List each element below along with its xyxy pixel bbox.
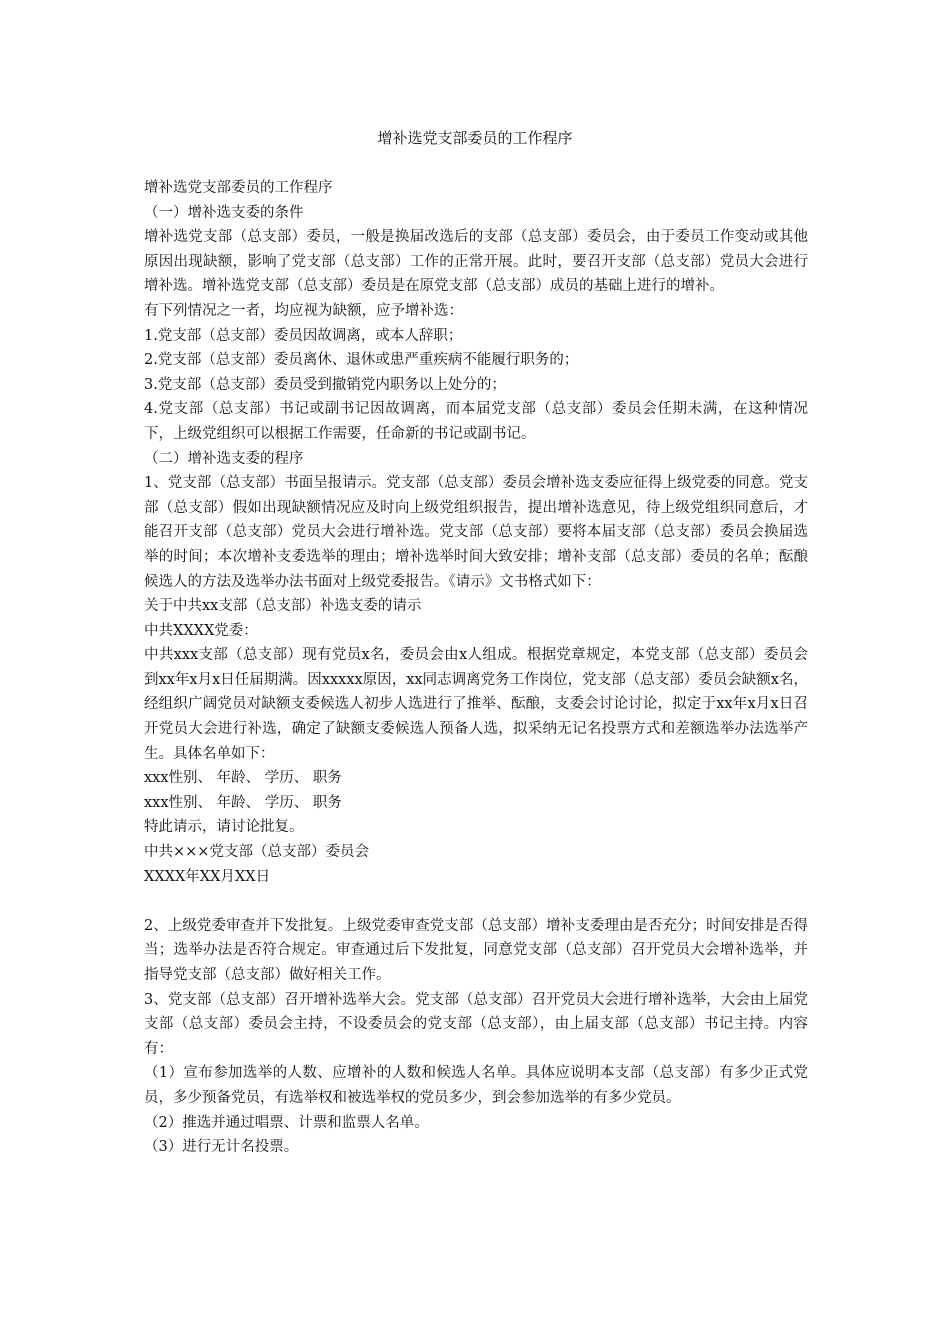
paragraph: xxx性别、 年龄、 学历、 职务 [144, 770, 342, 787]
paragraph: （3）进行无计名投票。 [144, 1139, 299, 1156]
paragraph: 关于中共xx支部（总支部）补选支委的请示 [144, 598, 422, 615]
document-title: 增补选党支部委员的工作程序 [377, 129, 573, 147]
paragraph: 4.党支部（总支部）书记或副书记因故调离，而本届党支部（总支部）委员会任期未满，在这种情况下，上级党组织可以根据工作需要，任命新的书记或副书记。 [144, 401, 808, 442]
paragraph: 有下列情况之一者，均应视为缺额，应予增补选： [144, 302, 463, 319]
paragraph: 中共xxx支部（总支部）现有党员x名，委员会由x人组成。根据党章规定，本党支部（总支部）委员会到xx年x月x日任届期满。因xxxxx原因，xx同志调离党务工作岗位，党支部（总支部）委员会缺额x名，经组织广阔党员对缺额支委候选人初步人选进行了推举、酝酿，支委会讨论讨论，拟定于xx年x月x日召开党员大会进行补选，确定了缺额支委候选人预备人选，拟采纳无记名投票方式和差额选举办法选举产生。具体名单如下： [144, 647, 808, 762]
paragraph: （二）增补选支委的程序 [144, 450, 304, 467]
paragraph: 增补选党支部（总支部）委员，一般是换届改选后的支部（总支部）委员会，由于委员工作变动或其他原因出现缺额，影响了党支部（总支部）工作的正常开展。此时，要召开支部（总支部）党员大会进行增补选。增补选党支部（总支部）委员是在原党支部（总支部）成员的基础上进行的增补。 [144, 229, 808, 295]
paragraph: 3、党支部（总支部）召开增补选举大会。党支部（总支部）召开党员大会进行增补选举，大会由上届党支部（总支部）委员会主持，不设委员会的党支部（总支部），由上届支部（总支部）书记主持。内容有： [144, 991, 808, 1057]
paragraph: 增补选党支部委员的工作程序 [144, 180, 333, 196]
paragraph: 1.党支部（总支部）委员因故调离，或本人辞职； [144, 327, 463, 344]
blank-line [144, 889, 808, 914]
paragraph: 3.党支部（总支部）委员受到撤销党内职务以上处分的； [144, 376, 506, 393]
paragraph: 特此请示，请讨论批复。 [144, 819, 304, 836]
paragraph: （一）增补选支委的条件 [144, 204, 304, 221]
document-body [144, 176, 808, 1160]
paragraph: 1、党支部（总支部）书面呈报请示。党支部（总支部）委员会增补选支委应征得上级党委的同意。党支部（总支部）假如出现缺额情况应及时向上级党组织报告，提出增补选意见，待上级党组织同意后，才能召开支部（总支部）党员大会进行增补选。党支部（总支部）要将本届支部（总支部）委员会换届选举的时间；本次增补支委选举的理由；增补选举时间大致安排；增补支部（总支部）委员的名单；酝酿候选人的方法及选举办法书面对上级党委报告。《请示》文书格式如下： [144, 475, 808, 590]
paragraph: 中共XXXX党委： [144, 622, 258, 639]
paragraph: 2.党支部（总支部）委员离休、退休或患严重疾病不能履行职务的； [144, 352, 579, 369]
paragraph: 2、上级党委审查并下发批复。上级党委审查党支部（总支部）增补支委理由是否充分；时间安排是否得当；选举办法是否符合规定。审查通过后下发批复，同意党支部（总支部）召开党员大会增补选举，并指导党支部（总支部）做好相关工作。 [144, 917, 808, 983]
paragraph: xxx性别、 年龄、 学历、 职务 [144, 794, 342, 811]
paragraph: 中共×××党支部（总支部）委员会 [144, 844, 369, 861]
paragraph: （1）宣布参加选举的人数、应增补的人数和候选人名单。具体应说明本支部（总支部）有多少正式党员，多少预备党员，有选举权和被选举权的党员多少，到会参加选举的有多少党员。 [144, 1065, 808, 1106]
paragraph: （2）推选并通过唱票、计票和监票人名单。 [144, 1114, 429, 1131]
paragraph: XXXX年XX月XX日 [144, 868, 271, 885]
